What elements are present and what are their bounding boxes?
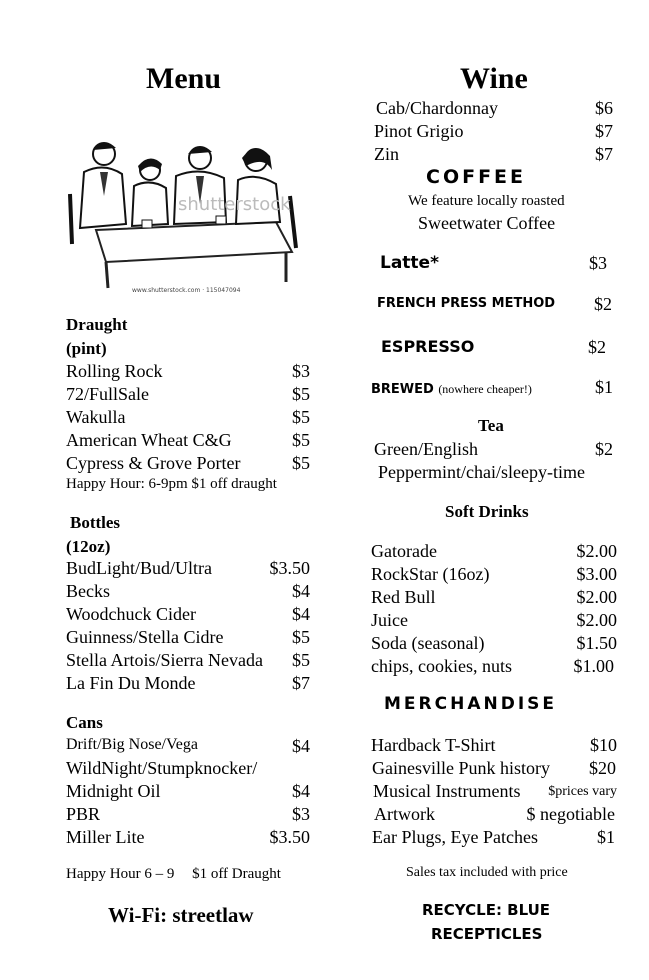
list-item: PBR $3 [66,804,310,824]
list-item: Miller Lite $3.50 [66,827,310,847]
watermark-text: shutterstock [178,194,291,215]
list-item: Juice $2.00 [371,610,617,630]
list-item: Wakulla $5 [66,407,310,427]
happy-hour-deal: $1 off Draught [192,866,281,882]
list-item: FRENCH PRESS METHOD $2 [377,294,612,314]
list-item: Stella Artois/Sierra Nevada $5 [66,650,310,670]
draught-heading: Draught [66,315,128,334]
list-item: RockStar (16oz) $3.00 [371,564,617,584]
list-item: Drift/Big Nose/Vega $4 [66,736,310,756]
list-item: Pinot Grigio $7 [374,121,613,141]
list-item: Rolling Rock $3 [66,361,310,381]
list-item: Cypress & Grove Porter $5 [66,453,310,473]
happy-hour-label: Happy Hour 6 – 9 [66,866,175,882]
coffee-roaster: Sweetwater Coffee [418,213,556,233]
list-item: BREWED (nowhere cheaper!) $1 [371,377,613,397]
menu-title: Menu [146,62,221,95]
list-item: Midnight Oil $4 [66,781,310,801]
list-item: Green/English $2 [374,439,613,459]
wifi-info: Wi-Fi: streetlaw [108,903,254,927]
soft-drinks-title: Soft Drinks [445,502,529,521]
list-item: Gatorade $2.00 [371,541,617,561]
tea-flavors: Peppermint/chai/sleepy-time [378,462,585,482]
list-item: Hardback T-Shirt $10 [371,735,617,755]
list-item: Musical Instruments $prices vary [373,781,617,801]
image-caption: www.shutterstock.com · 115047094 [132,287,241,294]
list-item: American Wheat C&G $5 [66,430,310,450]
list-item: Zin $7 [374,144,613,164]
happy-hour-footer [66,866,281,883]
coffee-title: COFFEE [426,166,527,188]
coffee-tagline: We feature locally roasted [408,193,565,209]
list-item: ESPRESSO $2 [381,337,606,357]
tea-title: Tea [478,416,504,435]
list-item: Latte* $3 [380,253,607,273]
sales-tax-note: Sales tax included with price [406,865,568,880]
draught-subheading: (pint) [66,339,107,358]
list-item: Artwork $ negotiable [374,804,615,824]
wine-title: Wine [460,62,528,95]
bottles-subheading: (12oz) [66,537,111,556]
list-item: La Fin Du Monde $7 [66,673,310,693]
list-item: 72/FullSale $5 [66,384,310,404]
cans-heading: Cans [66,713,103,732]
list-item: Red Bull $2.00 [371,587,617,607]
list-item: Cab/Chardonnay $6 [376,98,613,118]
list-item: Becks $4 [66,581,310,601]
list-item: Guinness/Stella Cidre $5 [66,627,310,647]
list-item: Gainesville Punk history $20 [372,758,616,778]
recycle-line-2: RECEPTICLES [431,925,543,943]
list-item: Ear Plugs, Eye Patches $1 [372,827,615,847]
list-item: BudLight/Bud/Ultra $3.50 [66,558,310,578]
list-item: chips, cookies, nuts $1.00 [371,656,614,676]
merchandise-title: MERCHANDISE [384,694,558,714]
bottles-heading: Bottles [70,513,121,532]
list-item: Woodchuck Cider $4 [66,604,310,624]
list-item: Soda (seasonal) $1.50 [371,633,617,653]
draught-happy-hour: Happy Hour: 6-9pm $1 off draught [66,476,277,492]
recycle-line-1: RECYCLE: BLUE [422,901,551,919]
diners-illustration [66,112,312,298]
list-item: WildNight/Stumpknocker/ [66,758,258,778]
